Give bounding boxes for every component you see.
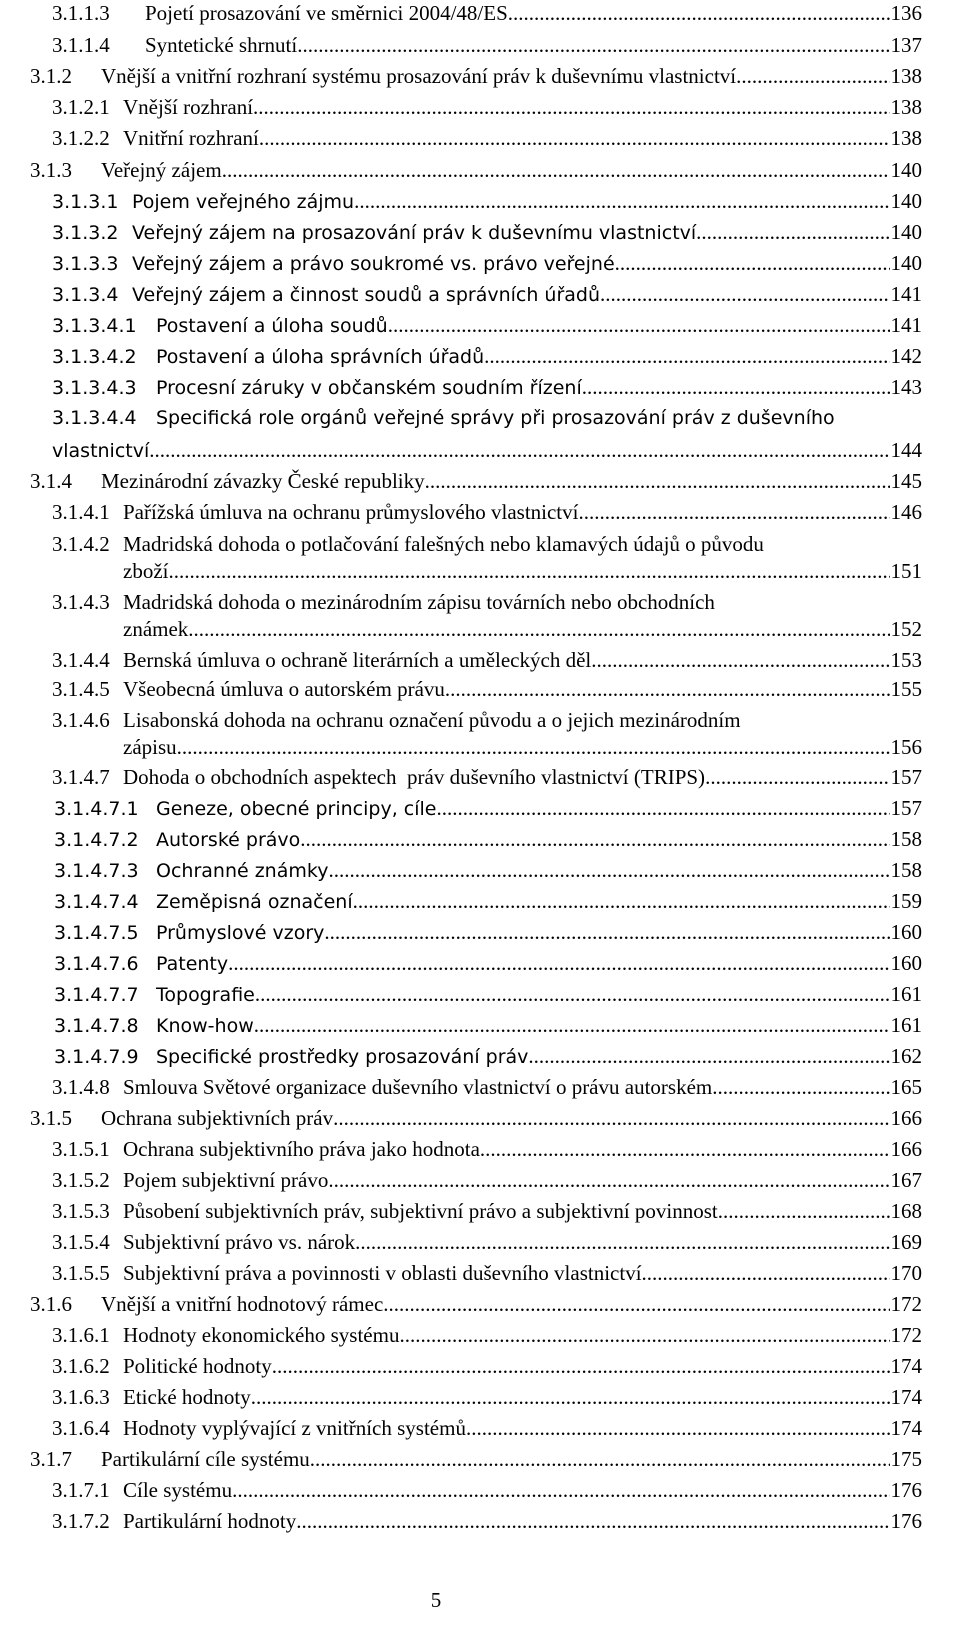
toc-entry-page: 138	[890, 126, 922, 150]
toc-entry-title: Hodnoty vyplývající z vnitřních systémů	[123, 1416, 466, 1440]
toc-leader-dots	[188, 617, 889, 643]
toc-entry-number: 3.1.5.3	[52, 1199, 110, 1223]
toc-entry[interactable]	[52, 530, 922, 559]
toc-entry-number: 3.1.4.7	[52, 765, 110, 789]
toc-leader-dots	[328, 1168, 889, 1194]
toc-entry-continuation[interactable]	[123, 617, 922, 643]
toc-entry-page: 176	[890, 1478, 922, 1502]
toc-entry-page: 143	[890, 375, 922, 399]
toc-entry-page: 138	[890, 64, 922, 88]
toc-leader-dots	[254, 1013, 890, 1039]
toc-leader-dots	[718, 1199, 890, 1225]
toc-entry-number: 3.1.6.2	[52, 1354, 110, 1378]
toc-entry-title: Subjektivní právo vs. nárok	[123, 1230, 356, 1254]
toc-leader-dots	[712, 1075, 889, 1101]
toc-leader-dots	[484, 344, 889, 370]
toc-leader-dots	[582, 375, 890, 401]
toc-leader-dots	[399, 1323, 889, 1349]
toc-entry-title: Postavení a úloha soudů	[156, 315, 388, 337]
toc-entry-title: Pojem subjektivní právo	[123, 1168, 329, 1192]
toc-leader-dots	[297, 33, 889, 59]
toc-leader-dots	[508, 1, 890, 27]
toc-entry-title: Bernská úmluva o ochraně literárních a uměleckých děl	[123, 648, 592, 672]
toc-leader-dots	[300, 827, 889, 853]
toc-entry-title: Patenty	[156, 953, 229, 975]
toc-entry-page: 153	[890, 648, 922, 672]
toc-entry-title-line1: Lisabonská dohoda na ochranu označení původu a o jejich mezinárodním	[123, 708, 741, 732]
toc-entry-number: 3.1.4.7.3	[54, 860, 139, 882]
toc-leader-dots	[436, 796, 889, 822]
toc-entry-title: Vnitřní rozhraní	[123, 126, 259, 150]
toc-entry-page: 160	[890, 920, 922, 944]
toc-entry-title: Syntetické shrnutí	[145, 33, 298, 57]
toc-entry[interactable]	[52, 1168, 922, 1194]
toc-entry-number: 3.1.3.3	[52, 253, 119, 275]
toc-entry-number: 3.1.3.2	[52, 222, 119, 244]
toc-entry-page: 169	[890, 1230, 922, 1254]
toc-entry-page: 151	[890, 559, 922, 583]
toc-entry-page: 140	[890, 189, 922, 213]
toc-entry-page: 159	[890, 889, 922, 913]
toc-entry-page: 165	[890, 1075, 922, 1099]
toc-entry-page: 141	[890, 313, 922, 337]
toc-entry-page: 168	[890, 1199, 922, 1223]
toc-entry-page: 152	[890, 617, 922, 641]
toc-entry-page: 167	[890, 1168, 922, 1192]
toc-entry-title: Zeměpisná označení	[156, 891, 353, 913]
toc-leader-dots	[228, 951, 889, 977]
toc-entry[interactable]	[52, 648, 922, 674]
toc-entry-number: 3.1.4.7.1	[54, 798, 139, 820]
toc-entry[interactable]	[52, 95, 922, 121]
toc-entry-number: 3.1.6.4	[52, 1416, 110, 1440]
toc-entry[interactable]	[30, 1106, 922, 1132]
toc-entry-page: 172	[890, 1292, 922, 1316]
toc-entry-title: Specifické prostředky prosazování práv	[156, 1046, 529, 1068]
toc-entry-title: Cíle systému	[123, 1478, 233, 1502]
toc-entry-title-line1: Specifická role orgánů veřejné správy při prosazování práv z duševního	[156, 407, 835, 429]
toc-entry[interactable]	[52, 1199, 922, 1225]
toc-entry-number: 3.1.4.3	[52, 590, 110, 614]
toc-leader-dots	[615, 251, 890, 277]
toc-leader-dots	[328, 858, 889, 884]
toc-entry-title: Partikulární cíle systému	[101, 1447, 310, 1471]
toc-entry[interactable]	[54, 796, 922, 823]
toc-entry-title-line2: zboží	[123, 559, 169, 583]
toc-leader-dots	[255, 982, 890, 1008]
toc-leader-dots	[222, 158, 890, 184]
toc-entry[interactable]	[52, 33, 922, 59]
toc-leader-dots	[324, 920, 889, 946]
toc-entry-number: 3.1.1.3	[52, 1, 110, 25]
toc-entry-number: 3.1.3	[30, 158, 72, 182]
toc-entry-page: 157	[890, 765, 922, 789]
toc-entry[interactable]	[54, 858, 922, 885]
toc-entry-number: 3.1.5.4	[52, 1230, 110, 1254]
toc-entry-page: 158	[890, 858, 922, 882]
toc-entry-page: 146	[890, 500, 922, 524]
toc-entry[interactable]	[54, 982, 922, 1009]
toc-entry[interactable]	[52, 1323, 922, 1349]
toc-entry-number: 3.1.3.4.1	[52, 315, 137, 337]
toc-entry[interactable]	[52, 1261, 922, 1287]
toc-entry-page: 161	[890, 1013, 922, 1037]
toc-entry-number: 3.1.7.1	[52, 1478, 110, 1502]
toc-leader-dots	[333, 1106, 889, 1132]
toc-entry-title: Autorské právo	[156, 829, 301, 851]
toc-entry-page: 155	[890, 677, 922, 701]
toc-entry[interactable]	[30, 64, 922, 90]
toc-entry-number: 3.1.4.8	[52, 1075, 110, 1099]
toc-entry[interactable]	[52, 706, 922, 735]
toc-leader-dots	[480, 1137, 890, 1163]
toc-entry-page: 136	[890, 1, 922, 25]
toc-entry-number: 3.1.2.2	[52, 126, 110, 150]
toc-leader-dots	[466, 1416, 890, 1442]
toc-entry[interactable]	[54, 827, 922, 854]
toc-entry-number: 3.1.3.4	[52, 284, 119, 306]
toc-entry-title: Hodnoty ekonomického systému	[123, 1323, 400, 1347]
toc-entry[interactable]	[52, 406, 922, 432]
toc-entry-title: Subjektivní práva a povinnosti v oblasti duševního vlastnictví	[123, 1261, 642, 1285]
toc-entry-number: 3.1.3.1	[52, 191, 119, 213]
toc-entry[interactable]	[30, 1292, 922, 1318]
toc-entry-page: 157	[890, 796, 922, 820]
toc-leader-dots	[445, 677, 890, 703]
toc-entry-number: 3.1.4.7.4	[54, 891, 139, 913]
toc-leader-dots	[578, 500, 889, 526]
toc-entry-title: Působení subjektivních práv, subjektivní právo a subjektivní povinnost	[123, 1199, 718, 1223]
toc-entry-title: Ochrana subjektivního práva jako hodnota	[123, 1137, 480, 1161]
toc-leader-dots	[705, 765, 889, 791]
toc-leader-dots	[177, 735, 890, 761]
toc-entry-page: 174	[890, 1385, 922, 1409]
toc-entry-title: Mezinárodní závazky České republiky	[101, 469, 425, 493]
toc-leader-dots	[251, 1385, 890, 1411]
toc-entry[interactable]	[52, 313, 922, 340]
toc-entry-number: 3.1.3.4.2	[52, 346, 137, 368]
toc-leader-dots	[696, 220, 889, 246]
toc-entry-page: 170	[890, 1261, 922, 1285]
toc-entry-title: Vnější a vnitřní rozhraní systému prosazování práv k duševnímu vlastnictví	[101, 64, 737, 88]
toc-entry-number: 3.1.4.1	[52, 500, 110, 524]
toc-entry[interactable]	[30, 469, 922, 495]
toc-entry-title: Ochrana subjektivních práv	[101, 1106, 334, 1130]
toc-entry[interactable]	[52, 588, 922, 617]
toc-entry-title: Know-how	[156, 1015, 254, 1037]
toc-entry-number: 3.1.5.2	[52, 1168, 110, 1192]
toc-entry[interactable]	[52, 344, 922, 371]
toc-entry[interactable]	[52, 1137, 922, 1163]
toc-entry-page: 140	[890, 251, 922, 275]
toc-entry[interactable]	[52, 126, 922, 152]
toc-entry-number: 3.1.4.7.2	[54, 829, 139, 851]
toc-entry-page: 145	[890, 469, 922, 493]
toc-entry-number: 3.1.4.2	[52, 532, 110, 556]
toc-entry-title: Vnější a vnitřní hodnotový rámec	[101, 1292, 384, 1316]
toc-entry-title: Všeobecná úmluva o autorském právu	[123, 677, 445, 701]
toc-leader-dots	[355, 1230, 889, 1256]
toc-entry-number: 3.1.5.5	[52, 1261, 110, 1285]
toc-entry[interactable]	[52, 1509, 922, 1535]
toc-entry-number: 3.1.4.6	[52, 708, 110, 732]
toc-entry-page: 166	[890, 1137, 922, 1161]
toc-leader-dots	[736, 64, 889, 90]
toc-entry[interactable]	[52, 189, 922, 216]
toc-entry-title: Veřejný zájem na prosazování práv k duševnímu vlastnictví	[132, 222, 697, 244]
toc-entry[interactable]	[52, 1416, 922, 1442]
toc-entry-number: 3.1.4.7.8	[54, 1015, 139, 1037]
toc-entry-number: 3.1.7.2	[52, 1509, 110, 1533]
toc-entry-title: Postavení a úloha správních úřadů	[156, 346, 485, 368]
toc-entry-number: 3.1.2.1	[52, 95, 110, 119]
toc-entry-title: Geneze, obecné principy, cíle	[156, 798, 437, 820]
toc-entry-page: 162	[890, 1044, 922, 1068]
toc-entry[interactable]	[52, 500, 922, 526]
toc-entry-page: 140	[890, 220, 922, 244]
toc-entry-title: Veřejný zájem a činnost soudů a správních úřadů	[132, 284, 601, 306]
toc-entry[interactable]	[52, 1075, 922, 1101]
toc-entry-number: 3.1.3.4.4	[52, 407, 137, 429]
toc-entry-page: 144	[890, 438, 922, 462]
toc-entry[interactable]	[52, 1230, 922, 1256]
toc-entry-continuation[interactable]	[123, 559, 922, 585]
toc-leader-dots	[354, 189, 889, 215]
toc-entry-title: Procesní záruky v občanském soudním řízení	[156, 377, 582, 399]
toc-entry-number: 3.1.4.4	[52, 648, 110, 672]
toc-entry-title: Pojetí prosazování ve směrnici 2004/48/ES	[145, 1, 508, 25]
toc-entry-page: 174	[890, 1416, 922, 1440]
toc-entry-number: 3.1.6.1	[52, 1323, 110, 1347]
toc-entry[interactable]	[52, 1385, 922, 1411]
toc-entry-title: Veřejný zájem	[101, 158, 222, 182]
toc-leader-dots	[149, 438, 889, 464]
toc-leader-dots	[232, 1478, 889, 1504]
toc-entry-number: 3.1.4	[30, 469, 72, 493]
toc-entry-title-line2: známek	[123, 617, 189, 641]
toc-leader-dots	[272, 1354, 890, 1380]
toc-entry-title: Průmyslové vzory	[156, 922, 325, 944]
toc-entry-page: 156	[890, 735, 922, 759]
toc-entry[interactable]	[54, 951, 922, 978]
toc-entry-title: Politické hodnoty	[123, 1354, 272, 1378]
toc-entry[interactable]	[54, 889, 922, 916]
toc-entry-page: 137	[890, 33, 922, 57]
toc-leader-dots	[253, 95, 889, 121]
toc-entry-title: Veřejný zájem a právo soukromé vs. právo veřejné	[132, 253, 615, 275]
toc-entry-title-line1: Madridská dohoda o mezinárodním zápisu továrních nebo obchodních	[123, 590, 715, 614]
toc-entry-page: 141	[890, 282, 922, 306]
toc-entry[interactable]	[54, 1044, 922, 1071]
toc-entry-page: 140	[890, 158, 922, 182]
toc-entry-number: 3.1.1.4	[52, 33, 110, 57]
toc-entry[interactable]	[52, 251, 922, 278]
toc-leader-dots	[642, 1261, 890, 1287]
toc-entry[interactable]	[30, 158, 922, 184]
toc-leader-dots	[591, 648, 889, 674]
toc-leader-dots	[168, 559, 889, 585]
toc-leader-dots	[296, 1509, 889, 1535]
toc-leader-dots	[353, 889, 890, 915]
toc-entry-title: Partikulární hodnoty	[123, 1509, 297, 1533]
toc-entry-title-line2: vlastnictví	[52, 440, 150, 462]
toc-entry-number: 3.1.4.7.6	[54, 953, 139, 975]
toc-entry[interactable]	[52, 1, 922, 27]
toc-leader-dots	[600, 282, 889, 308]
toc-entry-title: Pařížská úmluva na ochranu průmyslového vlastnictví	[123, 500, 579, 524]
toc-entry-number: 3.1.4.7.5	[54, 922, 139, 944]
toc-entry-title: Pojem veřejného zájmu	[132, 191, 355, 213]
toc-entry-page: 174	[890, 1354, 922, 1378]
toc-entry[interactable]	[54, 1013, 922, 1040]
toc-entry-continuation[interactable]	[123, 735, 922, 761]
toc-entry-number: 3.1.4.7.7	[54, 984, 139, 1006]
toc-entry[interactable]	[52, 765, 922, 791]
toc-entry-number: 3.1.6.3	[52, 1385, 110, 1409]
toc-entry-title: Smlouva Světové organizace duševního vlastnictví o právu autorském	[123, 1075, 713, 1099]
toc-entry[interactable]	[52, 282, 922, 309]
toc-leader-dots	[425, 469, 890, 495]
toc-entry-page: 161	[890, 982, 922, 1006]
toc-entry-number: 3.1.4.5	[52, 677, 110, 701]
toc-entry-page: 160	[890, 951, 922, 975]
toc-entry-page: 138	[890, 95, 922, 119]
toc-entry-continuation[interactable]	[52, 438, 922, 465]
toc-entry-title: Topografie	[156, 984, 255, 1006]
toc-entry[interactable]	[52, 1354, 922, 1380]
toc-entry-number: 3.1.3.4.3	[52, 377, 137, 399]
toc-entry-title-line1: Madridská dohoda o potlačování falešných nebo klamavých údajů o původu	[123, 532, 764, 556]
toc-leader-dots	[259, 126, 890, 152]
toc-entry-number: 3.1.5	[30, 1106, 72, 1130]
toc-leader-dots	[310, 1447, 890, 1473]
toc-entry-page: 175	[890, 1447, 922, 1471]
toc-entry-title: Ochranné známky	[156, 860, 329, 882]
toc-entry-title: Vnější rozhraní	[123, 95, 254, 119]
page-number: 5	[430, 1588, 442, 1612]
toc-leader-dots	[383, 1292, 889, 1318]
toc-entry[interactable]	[30, 1447, 922, 1473]
toc-entry-number: 3.1.2	[30, 64, 72, 88]
toc-entry-page: 176	[890, 1509, 922, 1533]
toc-entry-page: 172	[890, 1323, 922, 1347]
toc-leader-dots	[388, 313, 890, 339]
toc-entry[interactable]	[52, 220, 922, 247]
toc-entry[interactable]	[52, 1478, 922, 1504]
toc-entry-number: 3.1.5.1	[52, 1137, 110, 1161]
toc-entry-number: 3.1.4.7.9	[54, 1046, 139, 1068]
toc-entry-title: Etické hodnoty	[123, 1385, 251, 1409]
toc-entry-title: Dohoda o obchodních aspektech práv duševního vlastnictví (TRIPS)	[123, 765, 706, 789]
toc-entry-number: 3.1.7	[30, 1447, 72, 1471]
toc-entry[interactable]	[54, 920, 922, 947]
toc-entry-number: 3.1.6	[30, 1292, 72, 1316]
toc-leader-dots	[528, 1044, 889, 1070]
toc-entry[interactable]	[52, 677, 922, 703]
toc-entry-page: 142	[890, 344, 922, 368]
toc-entry-title-line2: zápisu	[123, 735, 177, 759]
toc-entry-page: 158	[890, 827, 922, 851]
toc-entry[interactable]	[52, 375, 922, 402]
toc-entry-page: 166	[890, 1106, 922, 1130]
